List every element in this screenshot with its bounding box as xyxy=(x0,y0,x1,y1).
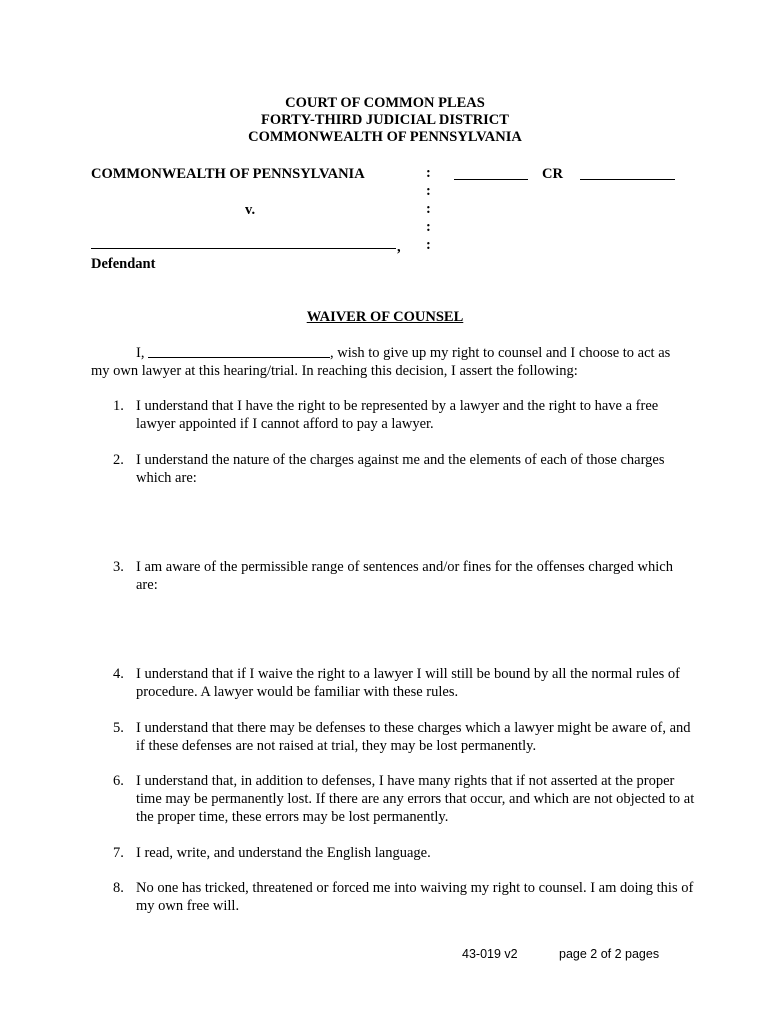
item-number: 7. xyxy=(113,845,124,861)
court-name: COURT OF COMMON PLEAS xyxy=(285,95,485,111)
item-number: 4. xyxy=(113,666,124,682)
versus-label: v. xyxy=(245,202,256,218)
item-text: I understand that there may be defenses to these charges which a lawyer might be aware of, and if these defenses are not raised at trial, they may be lost permanently. xyxy=(136,720,691,754)
item-number: 3. xyxy=(113,559,124,575)
caption-colon: : xyxy=(426,165,431,181)
item-text: I understand that if I waive the right to a lawyer I will still be bound by all the normal rules of procedure. A lawyer would be familiar with these rules. xyxy=(136,666,681,700)
judicial-district: FORTY-THIRD JUDICIAL DISTRICT xyxy=(261,112,509,128)
item-number: 5. xyxy=(113,720,124,736)
item-text: I understand that, in addition to defenses, I have many rights that if not asserted at the proper time may be permanently lost. If there are any errors that occur, and which are not objected to at the proper time, these errors may be lost permanently. xyxy=(136,773,695,825)
plaintiff-name: COMMONWEALTH OF PENNSYLVANIA xyxy=(91,166,365,182)
item-number: 2. xyxy=(113,452,124,468)
commonwealth-heading: COMMONWEALTH OF PENNSYLVANIA xyxy=(248,129,522,145)
caption-colon: : xyxy=(426,237,431,253)
intro-text-line2: my own lawyer at this hearing/trial. In reaching this decision, I assert the following: xyxy=(91,363,578,379)
item-text: I read, write, and understand the English language. xyxy=(136,845,431,861)
docket-number-line[interactable] xyxy=(454,179,528,180)
page-number: page 2 of 2 pages xyxy=(559,947,660,961)
item-text: No one has tricked, threatened or forced me into waiving my right to counsel. I am doing this of my own free will. xyxy=(136,880,694,914)
defendant-name-line[interactable] xyxy=(91,248,396,249)
defendant-label: Defendant xyxy=(91,256,156,272)
defendant-comma: , xyxy=(397,239,401,255)
caption-colon: : xyxy=(426,201,431,217)
caption-colon: : xyxy=(426,219,431,235)
item-number: 1. xyxy=(113,398,124,414)
docket-cr-label: CR xyxy=(542,166,563,182)
intro-text: , wish to give up my right to counsel and I choose to act as xyxy=(330,345,671,361)
item-text: I understand the nature of the charges against me and the elements of each of those charges which are: xyxy=(136,452,665,486)
form-number: 43-019 v2 xyxy=(462,947,518,961)
item-text: I am aware of the permissible range of sentences and/or fines for the offenses charged which are: xyxy=(136,559,673,593)
caption-colon: : xyxy=(426,183,431,199)
name-blank-line[interactable] xyxy=(148,357,330,358)
item-number: 8. xyxy=(113,880,124,896)
intro-prefix: I, xyxy=(136,345,145,361)
item-text: I understand that I have the right to be represented by a lawyer and the right to have a free lawyer appointed if I cannot afford to pay a lawyer. xyxy=(136,398,659,432)
docket-year-line[interactable] xyxy=(580,179,675,180)
item-number: 6. xyxy=(113,773,124,789)
document-title: WAIVER OF COUNSEL xyxy=(306,309,464,325)
